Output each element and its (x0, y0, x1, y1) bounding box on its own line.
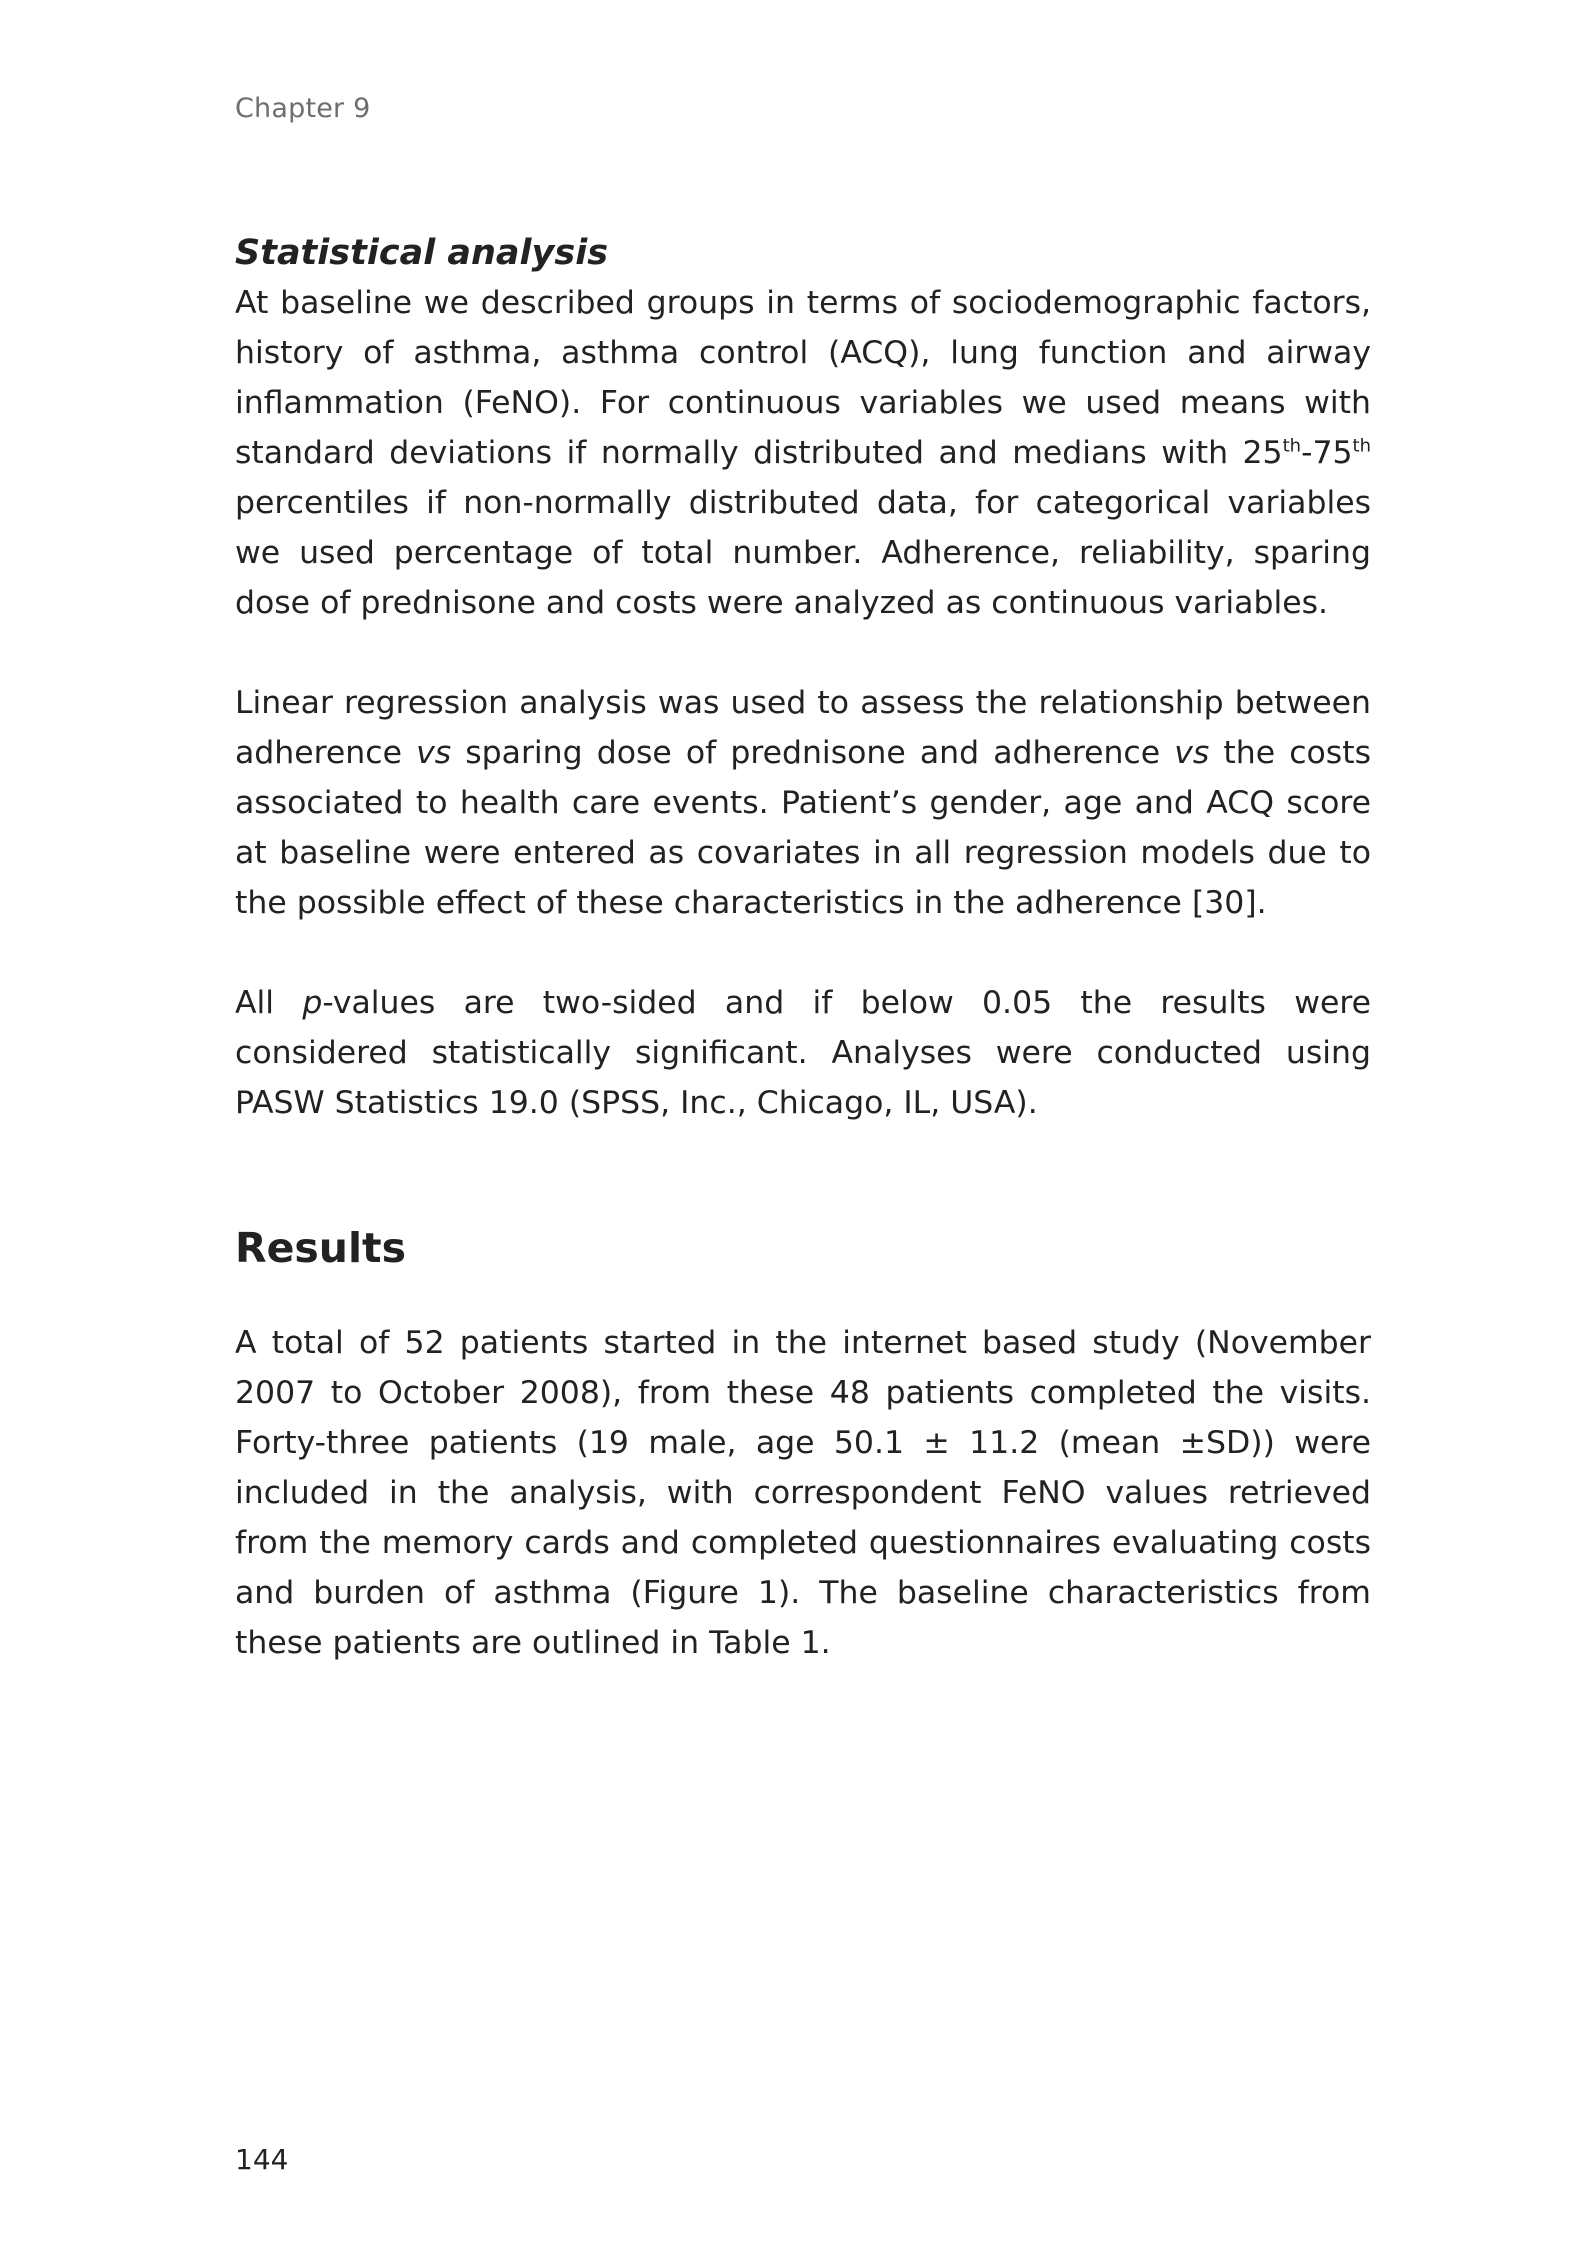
main-content (235, 228, 1371, 1668)
italic-vs: vs (416, 735, 452, 771)
text-run: sparing dose of prednisone and adherence (451, 735, 1175, 771)
text-run: Linear regression analysis was used to assess the relationship between adherence (235, 685, 1371, 771)
italic-p: p (302, 985, 323, 1021)
superscript-th: th (1352, 435, 1371, 457)
page-number: 144 (235, 2143, 289, 2176)
text-run: percentiles if non-normally distributed data, for categorical variables we used percentage of total number. Adherence, reliability, sparing dose of prednisone and costs were analyzed as continuous variables. (235, 485, 1371, 621)
section-gap (235, 1128, 1371, 1218)
text-run: At baseline we described groups in terms of sociodemographic factors, history of asthma, asthma control (ACQ), lung function and airway inflammation (FeNO). For continuous variables we used means with standard deviations if normally distributed and medians with 25 (235, 285, 1371, 471)
statistical-analysis-heading: Statistical analysis (235, 233, 609, 273)
superscript-th: th (1282, 435, 1302, 457)
running-head: Chapter 9 (235, 93, 371, 124)
paragraph-gap (235, 628, 1371, 678)
text-run: All (235, 985, 303, 1021)
text-run: -values are two-sided and if below 0.05 the results were considered statistically significant. Analyses were conducted using PASW Statistics 19.0 (SPSS, Inc., Chicago, IL, USA). (235, 985, 1371, 1121)
results-paragraph-1: A total of 52 patients started in the internet based study (November 2007 to October 2008), from these 48 patients completed the visits. Forty-three patients (19 male, age 50.1 ± 11.2 (mean ±SD)) were included in the analysis, with correspondent FeNO values retrieved from the memory cards and completed questionnaires evaluating costs and burden of asthma (Figure 1). The baseline characteristics from these patients are outlined in Table 1. (235, 1325, 1371, 1661)
statistical-analysis-paragraph-1 (235, 278, 1371, 628)
heading-gap (235, 1278, 1371, 1318)
italic-vs: vs (1174, 735, 1210, 771)
results-heading: Results (235, 1224, 407, 1272)
text-run: -75 (1301, 435, 1353, 471)
statistical-analysis-paragraph-2 (235, 678, 1371, 928)
text-run: the costs associated to health care events. Patient’s gender, age and ACQ score at baseline were entered as covariates in all regression models due to the possible effect of these characteristics in the adherence [30]. (235, 735, 1371, 921)
statistical-analysis-paragraph-3 (235, 978, 1371, 1128)
paragraph-gap (235, 928, 1371, 978)
